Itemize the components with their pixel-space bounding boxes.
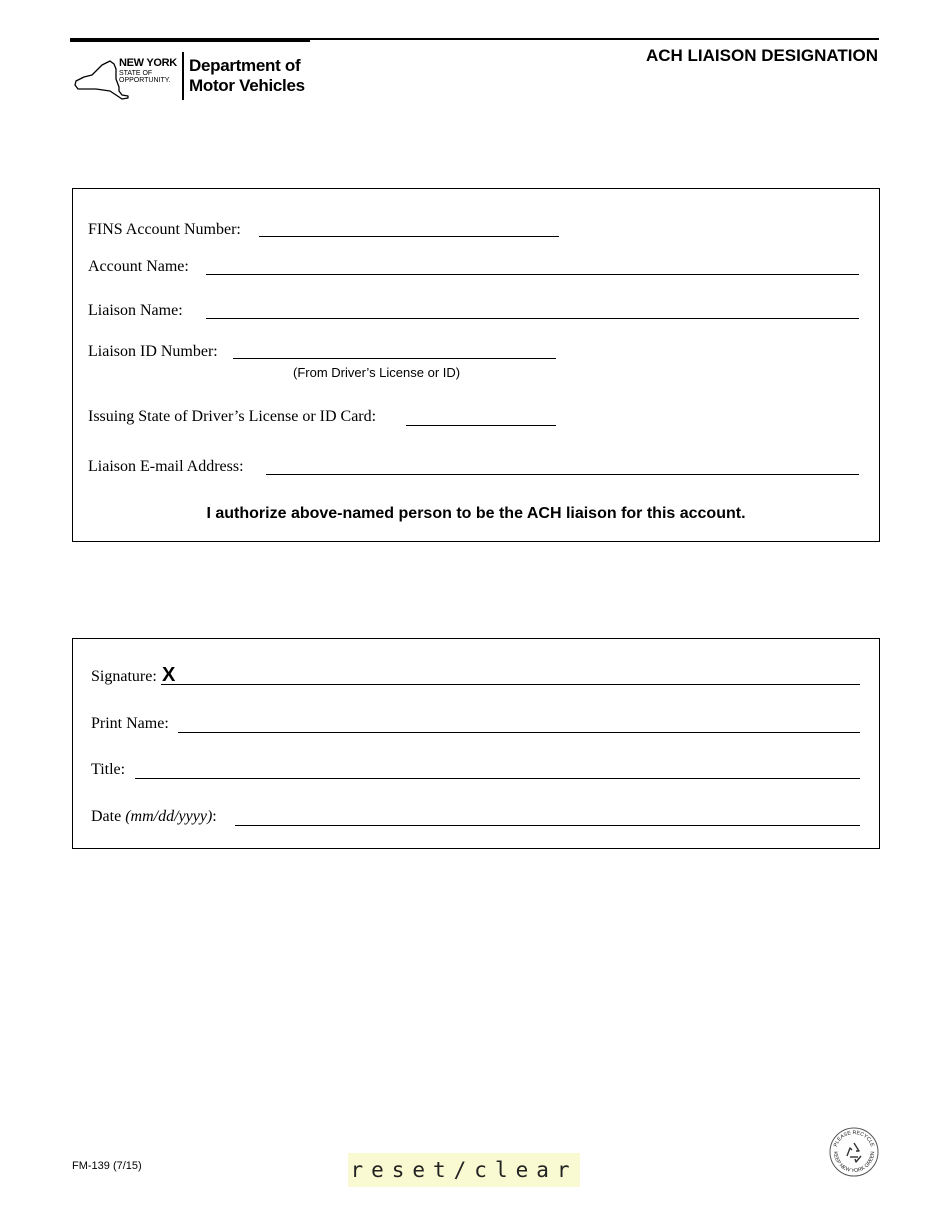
date-format-hint: (mm/dd/yyyy) — [125, 808, 213, 825]
signature-label: Signature: — [91, 668, 157, 685]
form-title: ACH LIAISON DESIGNATION — [645, 46, 878, 65]
print-name-label: Print Name: — [91, 715, 169, 732]
account-name-label: Account Name: — [88, 258, 189, 275]
date-label-colon: : — [212, 808, 217, 825]
recycle-seal-top-text: PLEASE RECYCLE — [832, 1129, 876, 1148]
liaison-id-hint: (From Driver’s License or ID) — [293, 365, 461, 380]
issuing-state-input[interactable] — [406, 408, 556, 426]
signature-input[interactable] — [161, 667, 860, 685]
logo-state-of: STATE OF — [119, 70, 153, 77]
liaison-name-label: Liaison Name: — [88, 302, 183, 319]
date-input[interactable] — [235, 807, 860, 826]
signature-x-mark: X — [162, 664, 176, 686]
date-label-text: Date — [91, 808, 122, 825]
logo-divider — [182, 52, 184, 100]
liaison-id-number-input[interactable] — [233, 341, 556, 359]
title-input[interactable] — [135, 760, 860, 779]
liaison-email-input[interactable] — [266, 457, 859, 475]
title-label: Title: — [91, 761, 126, 778]
account-liaison-section — [72, 188, 880, 542]
account-name-input[interactable] — [206, 257, 859, 275]
liaison-email-label: Liaison E-mail Address: — [88, 458, 244, 475]
fins-account-number-input[interactable] — [259, 219, 559, 237]
liaison-name-input[interactable] — [206, 301, 859, 319]
logo-department-line2: Motor Vehicles — [189, 76, 305, 95]
reset-clear-button[interactable]: reset/clear — [348, 1153, 580, 1187]
fins-account-number-label: FINS Account Number: — [88, 221, 241, 238]
header-rule-accent — [70, 38, 310, 42]
form-code: FM-139 (7/15) — [72, 1160, 142, 1172]
recycle-seal-bottom-text: KEEP NEW YORK GREEN — [831, 1151, 877, 1175]
date-label — [91, 808, 217, 826]
logo-state-name: NEW YORK — [119, 57, 177, 69]
recycle-seal — [828, 1126, 880, 1178]
logo-department-line1: Department of — [189, 56, 301, 75]
logo-opportunity: OPPORTUNITY. — [119, 77, 171, 84]
print-name-input[interactable] — [178, 714, 860, 733]
liaison-id-number-label: Liaison ID Number: — [88, 343, 218, 360]
signature-section — [72, 638, 880, 849]
issuing-state-label: Issuing State of Driver’s License or ID Card: — [88, 408, 377, 425]
recycle-icon — [828, 1126, 880, 1178]
nys-dmv-logo — [72, 52, 312, 104]
authorization-statement: I authorize above-named person to be the ACH liaison for this account. — [206, 505, 746, 522]
